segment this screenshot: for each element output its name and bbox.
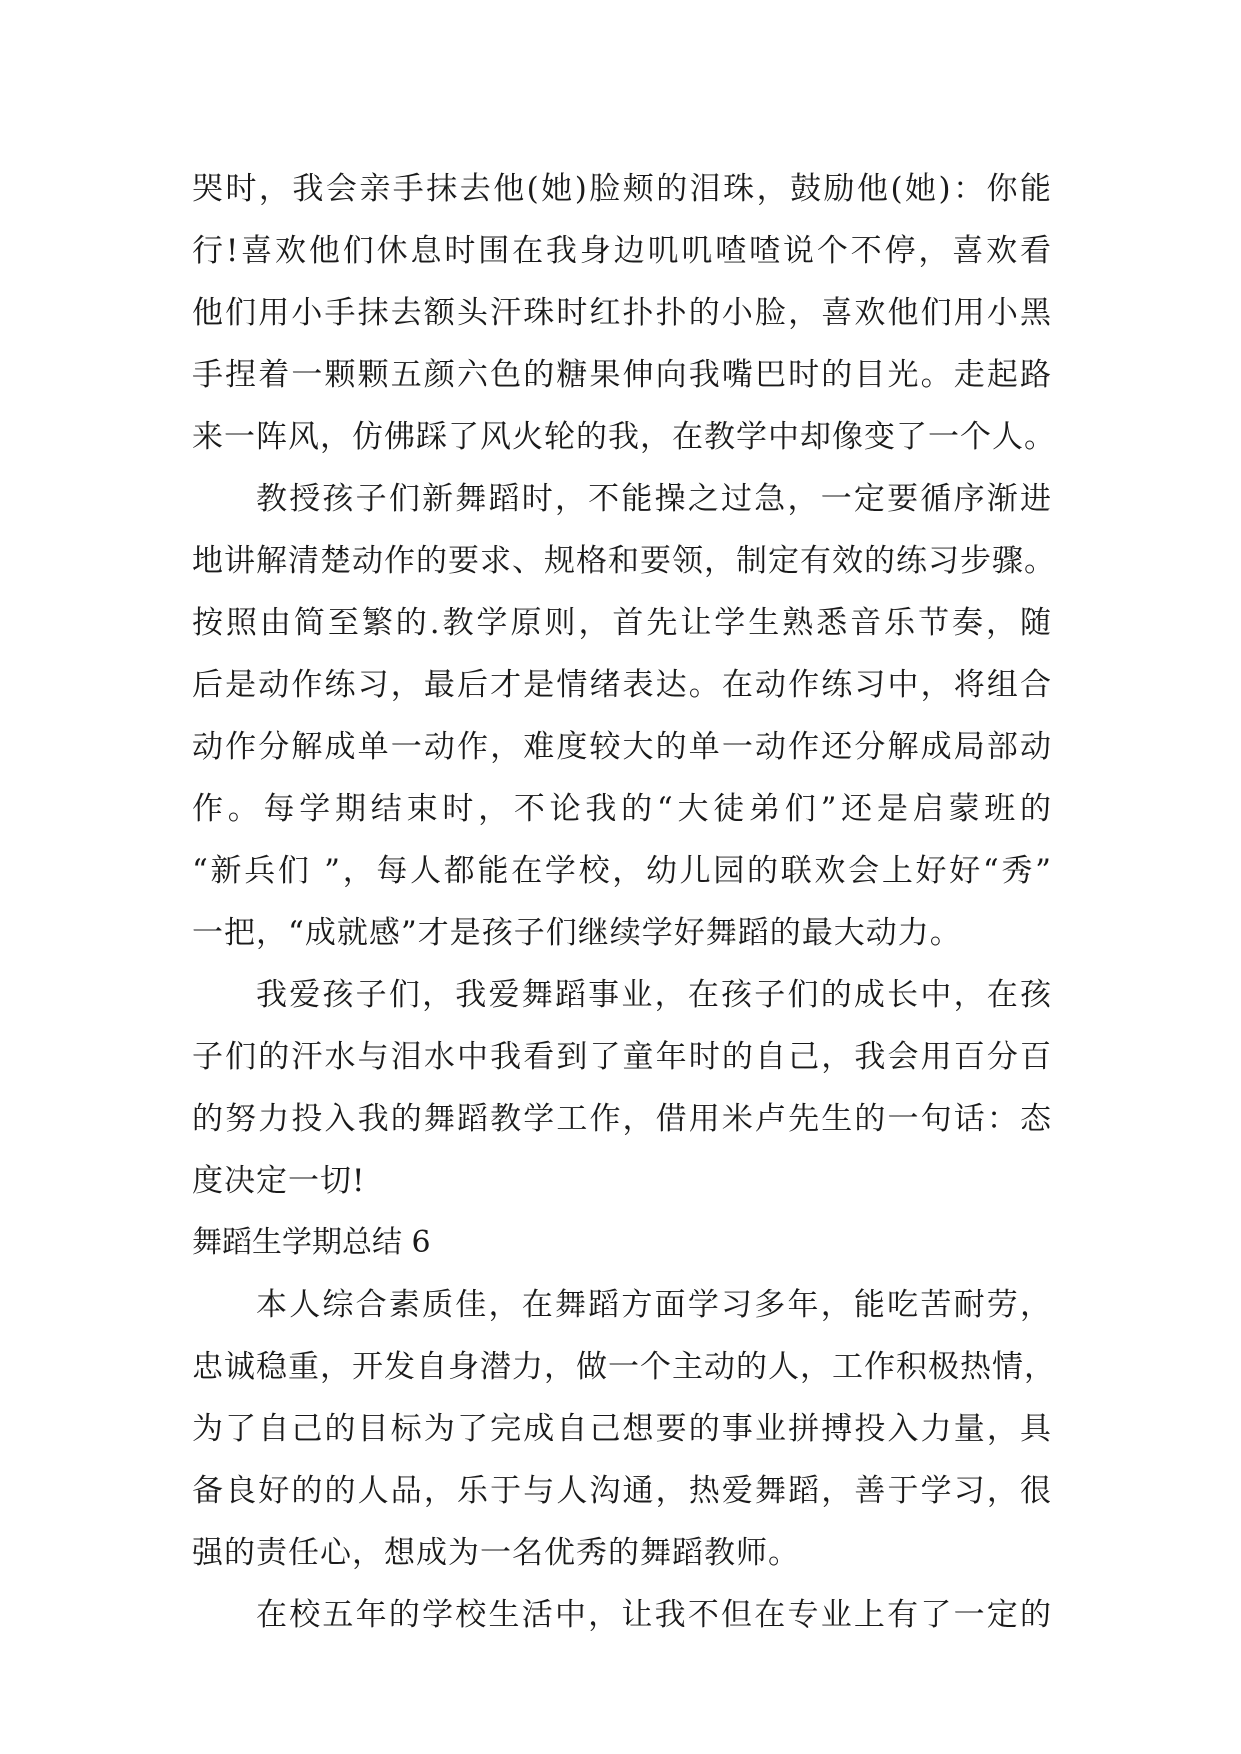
paragraph-5 [192,1584,1052,1646]
text-line: 本人综合素质佳，在舞蹈方面学习多年，能吃苦耐劳， [256,1287,1052,1323]
text-line: 的努力投入我的舞蹈教学工作，借用米卢先生的一句话：态 [192,1101,1052,1137]
text-line: 一把，“成就感”才是孩子们继续学好舞蹈的最大动力。 [192,915,962,951]
text-line: 忠诚稳重，开发自身潜力，做一个主动的人，工作积极热情， [192,1349,1056,1385]
text-line: 教授孩子们新舞蹈时，不能操之过急，一定要循序渐进 [256,481,1052,517]
document-body [192,158,1056,1646]
paragraph-4 [192,1274,1056,1584]
text-line: 来一阵风，仿佛踩了风火轮的我，在教学中却像变了一个人。 [192,419,1056,455]
text-line: 后是动作练习，最后才是情绪表达。在动作练习中，将组合 [192,667,1052,703]
text-line: 度决定一切! [192,1163,366,1199]
paragraph-1 [192,158,1056,468]
text-line: 按照由简至繁的.教学原则，首先让学生熟悉音乐节奏，随 [192,605,1052,641]
text-line: 动作分解成单一动作，难度较大的单一动作还分解成局部动 [192,729,1052,765]
text-line: 我爱孩子们，我爱舞蹈事业，在孩子们的成长中，在孩 [256,977,1052,1013]
text-line: 地讲解清楚动作的要求、规格和要领，制定有效的练习步骤。 [192,543,1056,579]
text-line: 他们用小手抹去额头汗珠时红扑扑的小脸，喜欢他们用小黑 [192,295,1052,331]
paragraph-2 [192,468,1056,964]
text-line: 为了自己的目标为了完成自己想要的事业拼搏投入力量，具 [192,1411,1052,1447]
text-line: 强的责任心，想成为一名优秀的舞蹈教师。 [192,1535,800,1571]
text-line: 哭时，我会亲手抹去他(她)脸颊的泪珠，鼓励他(她)：你能 [192,171,1052,207]
text-line: 备良好的的人品，乐于与人沟通，热爱舞蹈，善于学习，很 [192,1473,1052,1509]
text-line: “新兵们 ”，每人都能在学校，幼儿园的联欢会上好好“秀” [192,853,1052,889]
section-heading: 舞蹈生学期总结 6 [192,1225,431,1260]
text-line: 作。每学期结束时，不论我的“大徒弟们”还是启蒙班的 [192,791,1052,827]
text-line: 行!喜欢他们休息时围在我身边叽叽喳喳说个不停，喜欢看 [192,233,1052,269]
paragraph-3 [192,964,1052,1212]
text-line: 子们的汗水与泪水中我看到了童年时的自己，我会用百分百 [192,1039,1052,1075]
text-line: 在校五年的学校生活中，让我不但在专业上有了一定的 [256,1597,1052,1633]
text-line: 手捏着一颗颗五颜六色的糖果伸向我嘴巴时的目光。走起路 [192,357,1052,393]
